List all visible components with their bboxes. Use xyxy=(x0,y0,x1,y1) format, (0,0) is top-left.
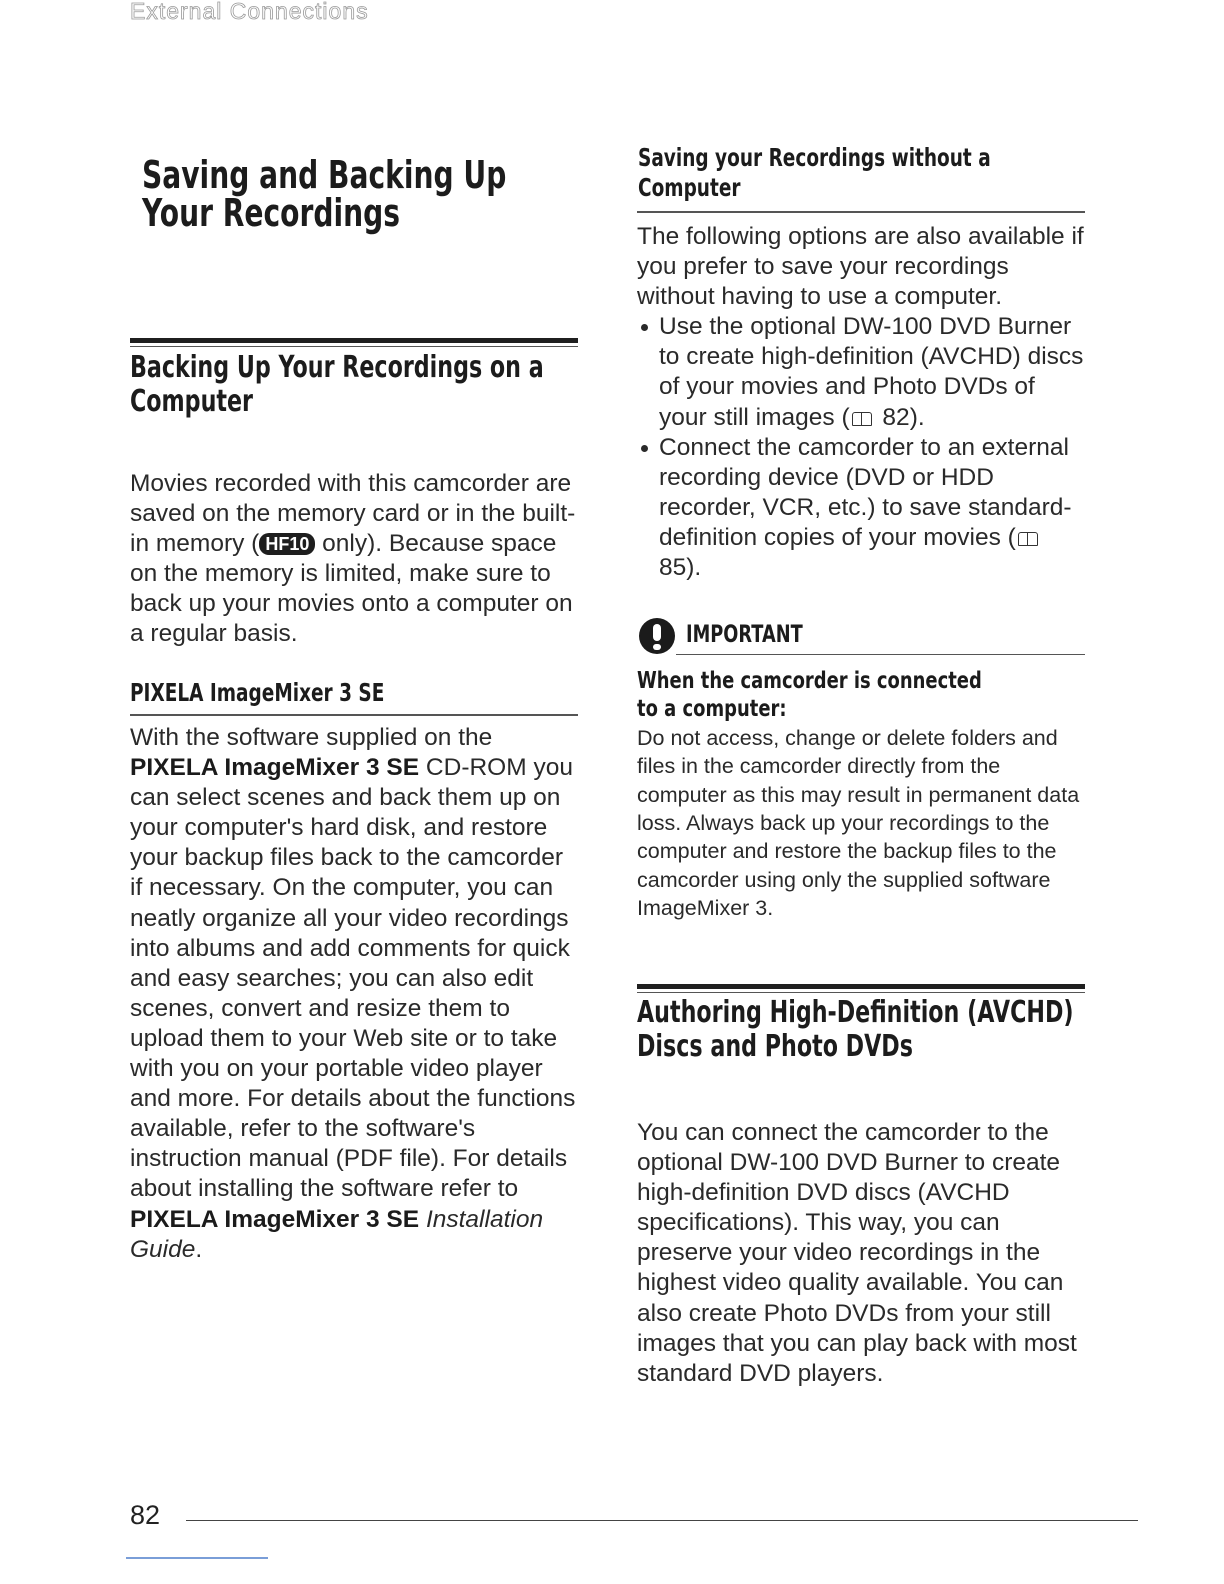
section-heading-authoring xyxy=(637,996,1074,1064)
hf10-badge: HF10 xyxy=(259,533,315,555)
important-label: IMPORTANT xyxy=(686,620,803,648)
pixela-paragraph xyxy=(130,723,582,1265)
options-list xyxy=(637,312,1089,583)
list-item xyxy=(637,312,1089,432)
list-item-text: Connect the camcorder to an external recording device (DVD or HDD recorder, VCR, etc.) to save standard-definition copies of your movies ( xyxy=(659,433,1072,551)
software-name: PIXELA ImageMixer 3 SE xyxy=(130,754,420,782)
page-number: 82 xyxy=(130,1500,161,1530)
section-heading-line-1: Backing Up Your Recordings on a xyxy=(130,350,544,385)
list-item-text: ). xyxy=(686,554,702,582)
section-rule xyxy=(130,338,578,343)
section-rule xyxy=(637,984,1085,989)
important-text: Do not access, change or delete folders and files in the camcorder directly from the computer as this may result in permanent data loss. Always back up your recordings to the computer and restore the backup files to the camcorder using only the supplied software ImageMixer 3. xyxy=(637,725,1080,921)
important-rule xyxy=(676,654,1085,655)
section-heading-backing-up xyxy=(130,351,544,419)
section-heading-line-2: Discs and Photo DVDs xyxy=(637,1029,913,1064)
paragraph-text: only). Because space on the memory is limited, make sure to back up your movies onto a computer on a regular basis. xyxy=(130,530,573,648)
paragraph-text: You can connect the camcorder to the optional DW-100 DVD Burner to create high-definition DVD discs (AVCHD specifications). This way, you can preserve your video recordings in the highest video quality available. You can also create Photo DVDs from your still images that you can play back with most standard DVD players. xyxy=(637,1119,1077,1387)
important-icon xyxy=(639,618,675,654)
paragraph-text: CD-ROM you can select scenes and back them up on your computer's hard disk, and restore your backup files back to the camcorder if necessary. On the computer, you can neatly organize all your video recordings into albums and add comments for quick and easy searches; you can also edit scenes, convert and resize them to upload them to your Web site or to take with you on your portable video player and more. For details about the functions available, refer to the software's instruction manual (PDF file). For details about installing the software refer to xyxy=(130,754,576,1203)
software-name: PIXELA ImageMixer 3 SE xyxy=(130,1205,420,1233)
page-title-line-2: Your Recordings xyxy=(142,191,401,235)
page-title-line-1: Saving and Backing Up xyxy=(142,153,507,197)
subheading-pixela: PIXELA ImageMixer 3 SE xyxy=(130,678,385,707)
section-heading-without-computer xyxy=(638,143,991,203)
backing-up-paragraph xyxy=(130,469,582,650)
section-rule-thin xyxy=(637,992,1085,993)
without-computer-content xyxy=(637,222,1089,583)
running-head: External Connections xyxy=(130,0,369,24)
guide-title: Installation Guide xyxy=(130,1205,544,1263)
paragraph-text: Movies recorded with this camcorder are saved on the memory card or in the built-in memory ( xyxy=(130,470,576,558)
book-reference-icon xyxy=(1018,532,1038,546)
scan-mark xyxy=(126,1557,268,1559)
important-lead: When the camcorder is connected to a computer: xyxy=(637,668,982,723)
section-heading-line-1: Authoring High-Definition (AVCHD) xyxy=(637,995,1074,1030)
section-heading-line-2: Computer xyxy=(130,384,253,419)
subheading-rule xyxy=(637,211,1085,213)
footer-rule xyxy=(186,1520,1138,1521)
authoring-paragraph xyxy=(637,1118,1089,1389)
list-item-text: Use the optional DW-100 DVD Burner to create high-definition (AVCHD) discs of your movies and Photo DVDs of your still images ( xyxy=(659,313,1084,431)
important-note xyxy=(637,667,1089,923)
intro-paragraph: The following options are also available if you prefer to save your recordings without having to use a computer. xyxy=(637,223,1084,311)
section-heading-line-2: Computer xyxy=(638,173,741,202)
page-reference: 82 xyxy=(882,403,910,431)
page-reference: 85 xyxy=(659,554,687,582)
subheading-rule xyxy=(130,714,578,716)
book-reference-icon xyxy=(852,412,872,426)
paragraph-text: . xyxy=(195,1235,203,1263)
section-rule-thin xyxy=(130,346,578,347)
paragraph-text: With the software supplied on the xyxy=(130,724,493,751)
list-item xyxy=(637,433,1089,583)
list-item-text: ). xyxy=(909,403,925,431)
page-title xyxy=(142,153,507,235)
section-heading-line-1: Saving your Recordings without a xyxy=(638,143,991,172)
